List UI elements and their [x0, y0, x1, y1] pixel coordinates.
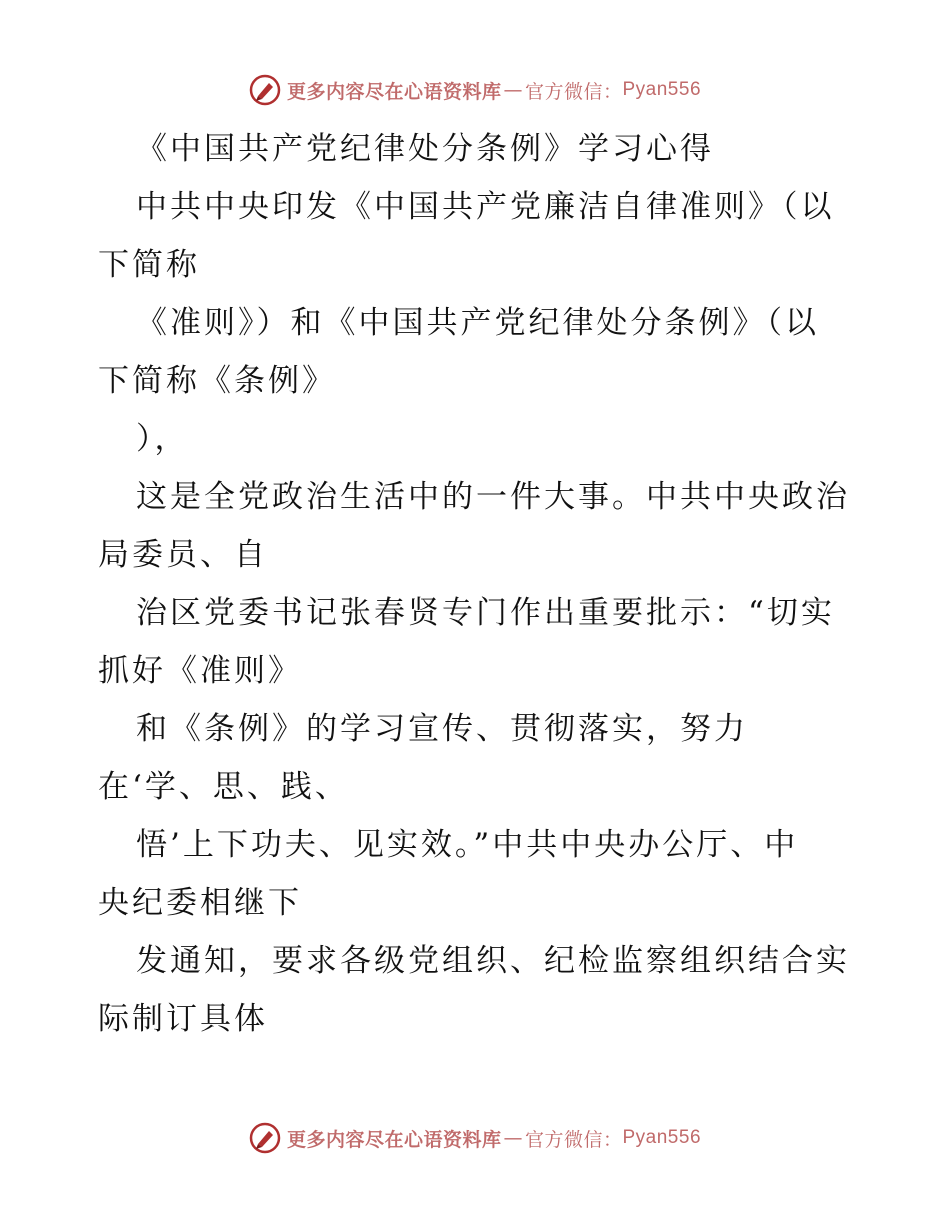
watermark-dash: —: [503, 79, 523, 101]
text-line: 抓好《准则》: [98, 653, 302, 689]
text-line: 下简称《条例》: [98, 363, 336, 399]
text-line: ），: [136, 421, 189, 457]
watermark-label: 官方微信：: [524, 1128, 623, 1151]
text-line: 这是全党政治生活中的一件大事。中共中央政治: [136, 479, 850, 515]
pen-logo-icon: [249, 74, 281, 106]
watermark-text: 更多内容尽在心语资料库: [286, 80, 502, 103]
text-line: 央纪委相继下: [98, 885, 302, 921]
pen-logo-icon: [249, 1122, 281, 1154]
watermark-text: 更多内容尽在心语资料库: [286, 1128, 502, 1151]
document-body: [98, 120, 858, 1048]
watermark-dash: —: [503, 1127, 523, 1149]
text-line: 和《条例》的学习宣传、贯彻落实，努力: [136, 711, 748, 747]
watermark-wechat-id: Pyan556: [622, 79, 702, 100]
text-line: 发通知，要求各级党组织、纪检监察组织结合实: [136, 943, 850, 979]
text-line: 际制订具体: [98, 1001, 268, 1037]
header-watermark: [0, 70, 950, 110]
text-line: 中共中央印发《中国共产党廉洁自律准则》（以: [136, 189, 835, 225]
text-line: 《准则》）和《中国共产党纪律处分条例》（以: [136, 305, 819, 341]
text-line: 悟’上下功夫、见实效。”中共中央办公厅、中: [136, 827, 799, 863]
text-line: 局委员、自: [98, 537, 268, 573]
text-line: 《中国共产党纪律处分条例》学习心得: [136, 131, 714, 167]
text-line: 下简称: [98, 247, 200, 283]
watermark-label: 官方微信：: [524, 80, 623, 103]
text-line: 在‘学、思、践、: [98, 769, 349, 805]
watermark-wechat-id: Pyan556: [622, 1127, 702, 1148]
text-line: 治区党委书记张春贤专门作出重要批示：“切实: [136, 595, 835, 631]
footer-watermark: [0, 1118, 950, 1158]
